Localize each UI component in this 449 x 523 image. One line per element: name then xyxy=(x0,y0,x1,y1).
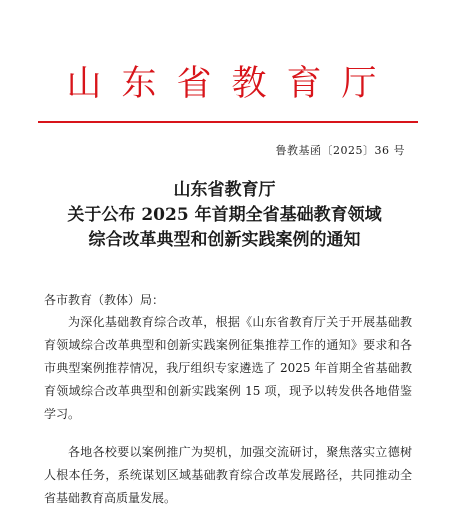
title-line-3: 综合改革典型和创新实践案例的通知 xyxy=(88,230,361,250)
salutation: 各市教育（教体）局： xyxy=(44,293,165,307)
body-paragraph: 为深化基础教育综合改革，根据《山东省教育厅关于开展基础教育领域综合改革典型和创新实践案例征集推荐工作的通知》要求和各市典型案例推荐情况，我厅组织专家遴选了 2025 年首期全省基础教育领域综合改革典型和创新实践案例 15 项，现予以转发供各地借鉴学习。 xyxy=(44,315,412,421)
title-line-1: 山东省教育厅 xyxy=(173,180,276,200)
document-title xyxy=(0,178,449,253)
title-line-2: 关于公布 2025 年首期全省基础教育领域 xyxy=(67,205,382,225)
document-number: 鲁教基函〔2025〕36 号 xyxy=(275,144,405,157)
body-paragraph: 各地各校要以案例推广为契机，加强交流研讨，聚焦落实立德树人根本任务，系统谋划区域基础教育综合改革发展路径，共同推动全省基础教育高质量发展。 xyxy=(44,445,412,505)
red-divider-line xyxy=(38,121,418,123)
letterhead-title: 山东省教育厅 xyxy=(66,64,397,104)
